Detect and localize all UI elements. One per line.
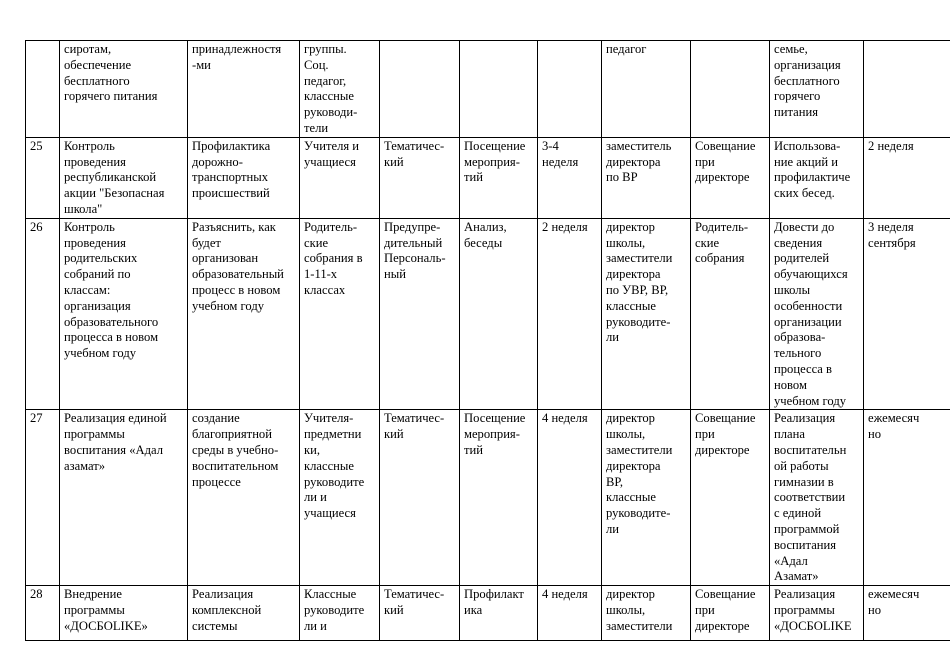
cell-control-subject: Контроль проведения родительских собраний по классам: организация образовательного процесса в новом учебном году (60, 218, 188, 410)
plan-table (25, 40, 950, 641)
cell-method (460, 41, 538, 138)
table-row (26, 218, 950, 410)
cell-control-type: Тематичес- кий (380, 586, 460, 641)
cell-object: Классные руководите ли и (300, 586, 380, 641)
cell-control-type: Тематичес- кий (380, 137, 460, 218)
row-number-cell: 25 (26, 137, 60, 218)
cell-control-subject: Внедрение программы «ДОСБOLIKE» (60, 586, 188, 641)
cell-control-subject: Контроль проведения республиканской акции "Безопасная школа" (60, 137, 188, 218)
table-row (26, 586, 950, 641)
cell-responsible: директор школы, заместители (602, 586, 691, 641)
table-row (26, 410, 950, 586)
row-number-cell: 27 (26, 410, 60, 586)
cell-deadline: ежемесяч но (864, 586, 950, 641)
cell-method: Посещение мероприя- тий (460, 410, 538, 586)
cell-object: Учителя и учащиеся (300, 137, 380, 218)
table-row (26, 137, 950, 218)
cell-decision: Реализация программы «ДОСБOLIKE (770, 586, 864, 641)
cell-method: Посещение мероприя- тий (460, 137, 538, 218)
cell-goal: Профилактика дорожно- транспортных происшествий (188, 137, 300, 218)
cell-deadline: ежемесяч но (864, 410, 950, 586)
cell-control-subject: сиротам, обеспечение бесплатного горячего питания (60, 41, 188, 138)
cell-goal: принадлежностя -ми (188, 41, 300, 138)
cell-method: Профилакт ика (460, 586, 538, 641)
cell-decision: Реализация плана воспитательн ой работы гимназии в соответствии с единой программой воспитания «Адал Азамат» (770, 410, 864, 586)
cell-control-type (380, 41, 460, 138)
cell-timing: 4 неделя (538, 410, 602, 586)
cell-goal: создание благоприятной среды в учебно- воспитательном процессе (188, 410, 300, 586)
cell-deadline (864, 41, 950, 138)
row-number-cell: 28 (26, 586, 60, 641)
cell-deadline: 3 неделя сентября (864, 218, 950, 410)
cell-timing: 3-4 неделя (538, 137, 602, 218)
cell-review-place: Совещание при директоре (691, 137, 770, 218)
table-row (26, 41, 950, 138)
cell-review-place (691, 41, 770, 138)
cell-decision: Довести до сведения родителей обучающихся школы особенности организации образова- тельного процесса в новом учебном году (770, 218, 864, 410)
cell-goal: Разъяснить, как будет организован образовательный процесс в новом учебном году (188, 218, 300, 410)
cell-responsible: директор школы, заместители директора ВР, классные руководите- ли (602, 410, 691, 586)
cell-review-place: Родитель- ские собрания (691, 218, 770, 410)
cell-goal: Реализация комплексной системы (188, 586, 300, 641)
cell-deadline: 2 неделя (864, 137, 950, 218)
cell-decision: семье, организация бесплатного горячего питания (770, 41, 864, 138)
cell-object: группы. Соц. педагог, классные руководи- тели (300, 41, 380, 138)
cell-decision: Использова- ние акций и профилактиче ских бесед. (770, 137, 864, 218)
row-number-cell: 26 (26, 218, 60, 410)
cell-object: Родитель- ские собрания в 1-11-х классах (300, 218, 380, 410)
cell-method: Анализ, беседы (460, 218, 538, 410)
row-number-cell (26, 41, 60, 138)
cell-control-type: Тематичес- кий (380, 410, 460, 586)
cell-review-place: Совещание при директоре (691, 410, 770, 586)
cell-timing: 2 неделя (538, 218, 602, 410)
cell-timing: 4 неделя (538, 586, 602, 641)
cell-responsible: педагог (602, 41, 691, 138)
cell-control-subject: Реализация единой программы воспитания «Адал азамат» (60, 410, 188, 586)
cell-responsible: заместитель директора по ВР (602, 137, 691, 218)
cell-timing (538, 41, 602, 138)
cell-object: Учителя- предметни ки, классные руководите ли и учащиеся (300, 410, 380, 586)
cell-review-place: Совещание при директоре (691, 586, 770, 641)
cell-control-type: Предупре- дительный Персональ- ный (380, 218, 460, 410)
cell-responsible: директор школы, заместители директора по УВР, ВР, классные руководите- ли (602, 218, 691, 410)
